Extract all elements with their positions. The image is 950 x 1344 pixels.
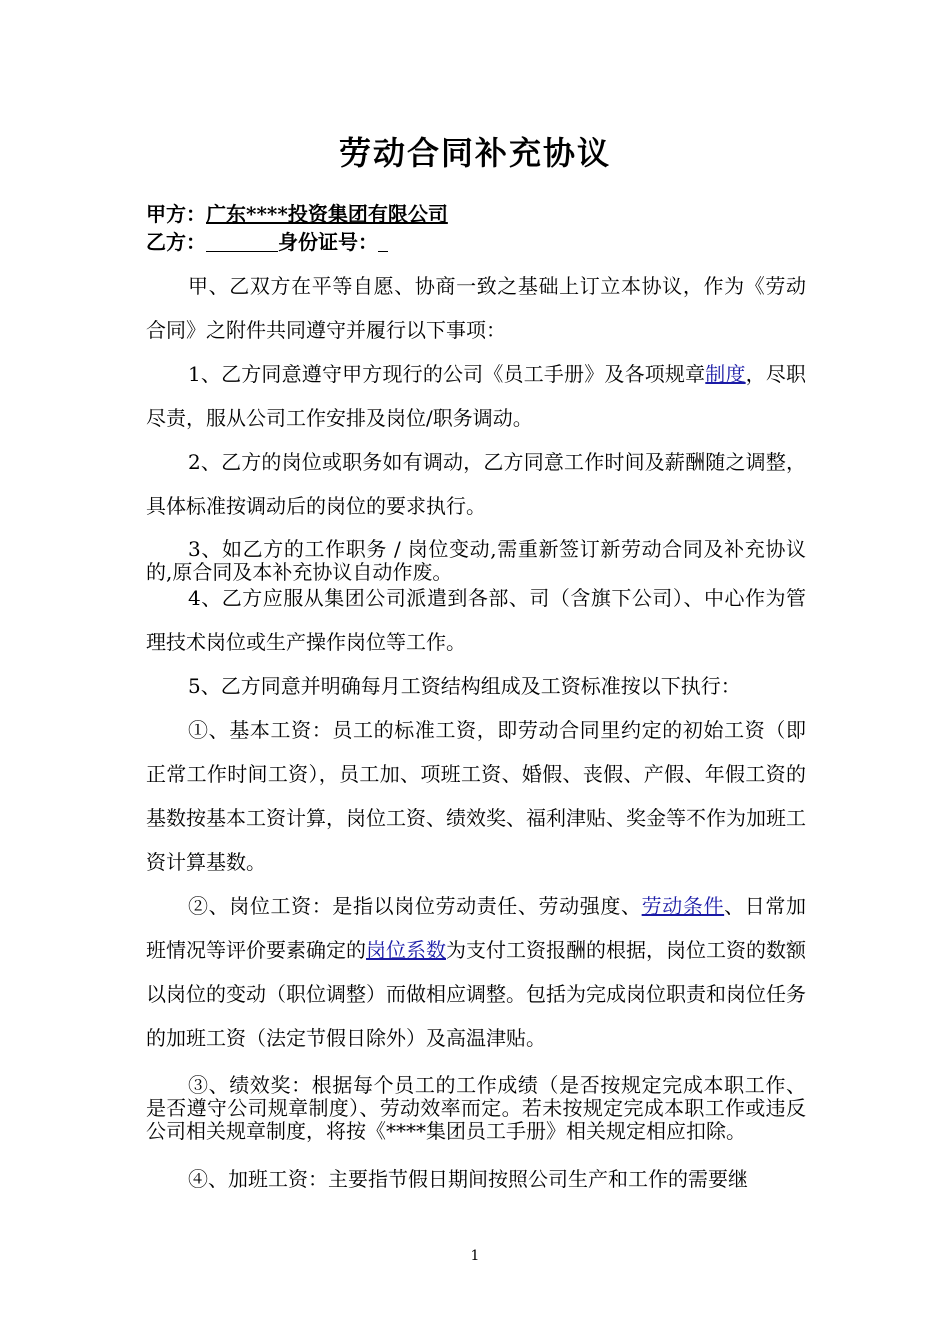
position-coefficient-link[interactable]: 岗位系数	[366, 938, 446, 962]
party-b-id-label: 身份证号：	[278, 230, 378, 254]
clause-1	[146, 352, 806, 440]
intro-paragraph: 甲、乙双方在平等自愿、协商一致之基础上订立本协议，作为《劳动合同》之附件共同遵守并履行以下事项：	[146, 274, 806, 342]
party-a-name: 广东****投资集团有限公司	[206, 202, 448, 226]
party-b-label: 乙方：	[146, 230, 206, 254]
clause-4: 4、乙方应服从集团公司派遣到各部、司（含旗下公司）、中心作为管理技术岗位或生产操作岗位等工作。	[146, 586, 806, 654]
sub-clause-2-text-b: 、日常加班情况等评价要素确定的	[146, 894, 807, 962]
clause-1-text-a: 1、乙方同意遵守甲方现行的公司《员工手册》及各项规章	[188, 362, 706, 386]
working-conditions-link[interactable]: 劳动条件	[641, 894, 725, 918]
document-title: 劳动合同补充协议	[338, 134, 611, 172]
clause-3: 3、如乙方的工作职务 / 岗位变动,需重新签订新劳动合同及补充协议的,原合同及本补充协议自动作废。	[146, 537, 806, 584]
regulations-link[interactable]: 制度	[705, 362, 746, 386]
sub-clause-3: ③、绩效奖：根据每个员工的工作成绩（是否按规定完成本职工作、是否遵守公司规章制度）、劳动效率而定。若未按规定完成本职工作或违反公司相关规章制度，将按《****集团员工手册》相关规定相应扣除。	[146, 1073, 806, 1143]
party-b-name-blank	[206, 231, 278, 252]
party-a-label: 甲方：	[146, 202, 206, 226]
party-b-line	[146, 226, 388, 255]
clause-2: 2、乙方的岗位或职务如有调动，乙方同意工作时间及薪酬随之调整，具体标准按调动后的岗位的要求执行。	[146, 450, 806, 518]
page-number: 1	[470, 1248, 480, 1264]
sub-clause-4: ④、加班工资：主要指节假日期间按照公司生产和工作的需要继	[188, 1167, 748, 1191]
clause-1-text-b: ，尽职尽责，服从公司工作安排及岗位/职务调动。	[146, 362, 807, 430]
sub-clause-2-text-a: ②、岗位工资：是指以岗位劳动责任、劳动强度、	[188, 894, 642, 918]
sub-clause-1: ①、基本工资：员工的标准工资，即劳动合同里约定的初始工资（即正常工作时间工资），员工加、项班工资、婚假、丧假、产假、年假工资的基数按基本工资计算，岗位工资、绩效奖、福利津贴、奖金等不作为加班工资计算基数。	[146, 718, 806, 874]
sub-clause-2-text-c: 为支付工资报酬的根据，岗位工资的数额以岗位的变动（职位调整）而做相应调整。包括为完成岗位职责和岗位任务的加班工资（法定节假日除外）及高温津贴。	[146, 938, 806, 1050]
sub-clause-2	[146, 884, 806, 1060]
party-b-id-blank	[378, 231, 388, 252]
party-a-line	[146, 198, 448, 227]
clause-5: 5、乙方同意并明确每月工资结构组成及工资标准按以下执行：	[188, 674, 741, 698]
